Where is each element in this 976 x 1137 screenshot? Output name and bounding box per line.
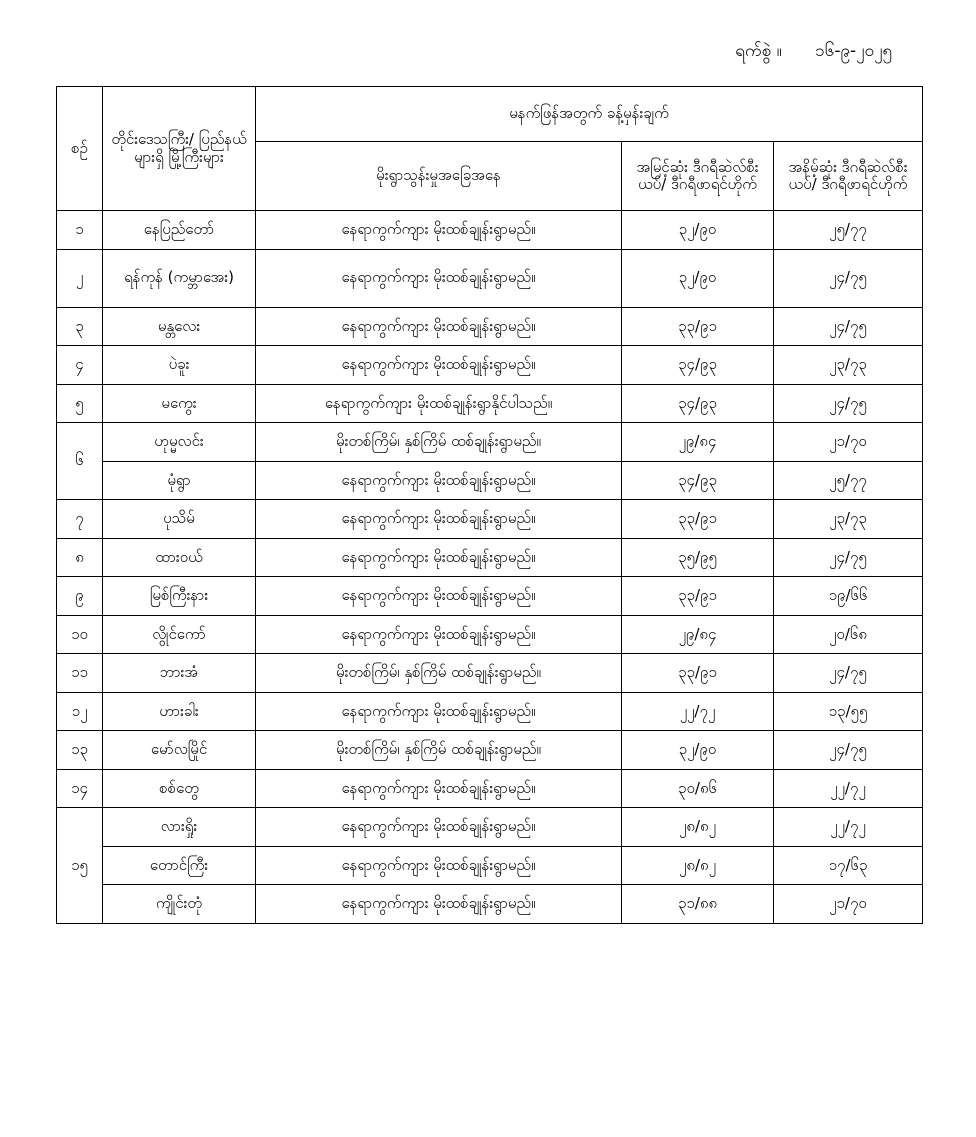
- serial-no-cell: ၇: [57, 500, 103, 539]
- min-temp-cell: ၂၅/၇၇: [774, 211, 923, 250]
- city-cell: နေပြည်တော်: [103, 211, 256, 250]
- rain-condition-cell: မိုးတစ်ကြိမ်၊ နှစ်ကြိမ် ထစ်ချုန်းရွာမည်။: [256, 731, 622, 770]
- min-temp-cell: ၁၇/၆၃: [774, 846, 923, 885]
- table-row: [57, 384, 923, 423]
- city-cell: တောင်ကြီး: [103, 846, 256, 885]
- serial-no-cell: ၁: [57, 211, 103, 250]
- min-temp-cell: ၂၂/၇၂: [774, 769, 923, 808]
- rain-condition-cell: နေရာကွက်ကျား မိုးထစ်ချုန်းရွာမည်။: [256, 808, 622, 847]
- table-row: [57, 769, 923, 808]
- city-cell: ဟားခါး: [103, 692, 256, 731]
- min-temp-cell: ၂၄/၇၅: [774, 731, 923, 770]
- max-temp-cell: ၂၉/၈၄: [622, 423, 774, 462]
- city-cell: မကွေး: [103, 384, 256, 423]
- max-temp-cell: ၃၄/၉၃: [622, 384, 774, 423]
- max-temp-cell: ၂၂/၇၂: [622, 692, 774, 731]
- city-cell: ရန်ကုန် (ကမ္ဘာအေး): [103, 249, 256, 307]
- date-value: ၁၆-၉-၂၀၂၅: [815, 41, 892, 61]
- table-row: [57, 731, 923, 770]
- max-temp-cell: ၃၃/၉၁: [622, 577, 774, 616]
- city-cell: လားရှိုး: [103, 808, 256, 847]
- max-temp-cell: ၃၂/၉၀: [622, 731, 774, 770]
- serial-no-cell: ၉: [57, 577, 103, 616]
- header-max-temp: အမြင့်ဆုံး ဒီဂရီဆဲလ်စီးယပ်/ ဒီဂရီဖာရင်ဟိုက်: [622, 142, 774, 211]
- min-temp-cell: ၂၄/၇၅: [774, 307, 923, 346]
- serial-no-cell: ၃: [57, 307, 103, 346]
- min-temp-cell: ၁၃/၅၅: [774, 692, 923, 731]
- header-rain-condition: မိုးရွာသွန်းမှုအခြေအနေ: [256, 142, 622, 211]
- min-temp-cell: ၂၄/၇၅: [774, 249, 923, 307]
- min-temp-cell: ၂၃/၇၃: [774, 500, 923, 539]
- city-cell: ထားဝယ်: [103, 538, 256, 577]
- rain-condition-cell: နေရာကွက်ကျား မိုးထစ်ချုန်းရွာနိုင်ပါသည်။: [256, 384, 622, 423]
- city-cell: ဘားအံ: [103, 654, 256, 693]
- date-label: ရက်စွဲ ။: [735, 41, 782, 61]
- city-cell: မြစ်ကြီးနား: [103, 577, 256, 616]
- min-temp-cell: ၂၁/၇၀: [774, 885, 923, 924]
- rain-condition-cell: နေရာကွက်ကျား မိုးထစ်ချုန်းရွာမည်။: [256, 211, 622, 250]
- rain-condition-cell: နေရာကွက်ကျား မိုးထစ်ချုန်းရွာမည်။: [256, 346, 622, 385]
- city-cell: ပဲခူး: [103, 346, 256, 385]
- city-cell: လွိုင်ကော်: [103, 615, 256, 654]
- serial-no-cell: ၂: [57, 249, 103, 307]
- max-temp-cell: ၂၈/၈၂: [622, 808, 774, 847]
- rain-condition-cell: နေရာကွက်ကျား မိုးထစ်ချုန်းရွာမည်။: [256, 538, 622, 577]
- table-row: [57, 423, 923, 462]
- city-cell: မုံရွာ: [103, 461, 256, 500]
- table-row: [57, 846, 923, 885]
- min-temp-cell: ၂၂/၇၂: [774, 808, 923, 847]
- table-row: [57, 346, 923, 385]
- serial-no-cell: ၁၀: [57, 615, 103, 654]
- rain-condition-cell: နေရာကွက်ကျား မိုးထစ်ချုန်းရွာမည်။: [256, 846, 622, 885]
- header-serial-no: စဉ်: [57, 87, 103, 211]
- serial-no-cell: ၆: [57, 423, 103, 500]
- max-temp-cell: ၃၃/၉၁: [622, 654, 774, 693]
- city-cell: မန္တလေး: [103, 307, 256, 346]
- min-temp-cell: ၁၉/၆၆: [774, 577, 923, 616]
- city-cell: စစ်တွေ: [103, 769, 256, 808]
- table-row: [57, 654, 923, 693]
- table-header: [57, 87, 923, 211]
- serial-no-cell: ၁၅: [57, 808, 103, 924]
- table-row: [57, 461, 923, 500]
- city-cell: ပုသိမ်: [103, 500, 256, 539]
- forecast-table: [56, 86, 923, 924]
- rain-condition-cell: နေရာကွက်ကျား မိုးထစ်ချုန်းရွာမည်။: [256, 461, 622, 500]
- city-cell: ကျိုင်းတုံ: [103, 885, 256, 924]
- table-row: [57, 500, 923, 539]
- table-body: [57, 211, 923, 924]
- header-min-temp: အနိမ့်ဆုံး ဒီဂရီဆဲလ်စီးယပ်/ ဒီဂရီဖာရင်ဟိုက်: [774, 142, 923, 211]
- max-temp-cell: ၃၄/၉၃: [622, 461, 774, 500]
- min-temp-cell: ၂၃/၇၃: [774, 346, 923, 385]
- max-temp-cell: ၃၂/၉၀: [622, 249, 774, 307]
- table-row: [57, 307, 923, 346]
- max-temp-cell: ၃၃/၉၁: [622, 500, 774, 539]
- city-cell: မော်လမြိုင်: [103, 731, 256, 770]
- max-temp-cell: ၂၉/၈၄: [622, 615, 774, 654]
- min-temp-cell: ၂၄/၇၅: [774, 654, 923, 693]
- serial-no-cell: ၁၄: [57, 769, 103, 808]
- header-city: တိုင်းဒေသကြီး/ ပြည်နယ်များရှိ မြို့ကြီးများ: [103, 87, 256, 211]
- serial-no-cell: ၁၁: [57, 654, 103, 693]
- rain-condition-cell: နေရာကွက်ကျား မိုးထစ်ချုန်းရွာမည်။: [256, 249, 622, 307]
- city-cell: ဟုမ္မလင်း: [103, 423, 256, 462]
- rain-condition-cell: မိုးတစ်ကြိမ်၊ နှစ်ကြိမ် ထစ်ချုန်းရွာမည်။: [256, 654, 622, 693]
- header-forecast-group: မနက်ဖြန်အတွက် ခန့်မှန်းချက်: [256, 87, 923, 142]
- table-row: [57, 692, 923, 731]
- min-temp-cell: ၂၅/၇၇: [774, 461, 923, 500]
- table-row: [57, 249, 923, 307]
- max-temp-cell: ၃၁/၈၈: [622, 885, 774, 924]
- serial-no-cell: ၁၃: [57, 731, 103, 770]
- table-row: [57, 538, 923, 577]
- rain-condition-cell: နေရာကွက်ကျား မိုးထစ်ချုန်းရွာမည်။: [256, 577, 622, 616]
- rain-condition-cell: နေရာကွက်ကျား မိုးထစ်ချုန်းရွာမည်။: [256, 885, 622, 924]
- min-temp-cell: ၂၁/၇၀: [774, 423, 923, 462]
- rain-condition-cell: နေရာကွက်ကျား မိုးထစ်ချုန်းရွာမည်။: [256, 500, 622, 539]
- max-temp-cell: ၃၄/၉၃: [622, 346, 774, 385]
- serial-no-cell: ၁၂: [57, 692, 103, 731]
- rain-condition-cell: မိုးတစ်ကြိမ်၊ နှစ်ကြိမ် ထစ်ချုန်းရွာမည်။: [256, 423, 622, 462]
- serial-no-cell: ၈: [57, 538, 103, 577]
- max-temp-cell: ၂၈/၈၂: [622, 846, 774, 885]
- date-line: [735, 40, 892, 65]
- max-temp-cell: ၃၃/၉၁: [622, 307, 774, 346]
- rain-condition-cell: နေရာကွက်ကျား မိုးထစ်ချုန်းရွာမည်။: [256, 769, 622, 808]
- max-temp-cell: ၃၂/၉၀: [622, 211, 774, 250]
- serial-no-cell: ၄: [57, 346, 103, 385]
- min-temp-cell: ၂၄/၇၅: [774, 538, 923, 577]
- table-row: [57, 808, 923, 847]
- min-temp-cell: ၂၀/၆၈: [774, 615, 923, 654]
- max-temp-cell: ၃၅/၉၅: [622, 538, 774, 577]
- rain-condition-cell: နေရာကွက်ကျား မိုးထစ်ချုန်းရွာမည်။: [256, 615, 622, 654]
- table-row: [57, 615, 923, 654]
- rain-condition-cell: နေရာကွက်ကျား မိုးထစ်ချုန်းရွာမည်။: [256, 307, 622, 346]
- table-row: [57, 577, 923, 616]
- table-row: [57, 211, 923, 250]
- table-row: [57, 885, 923, 924]
- serial-no-cell: ၅: [57, 384, 103, 423]
- min-temp-cell: ၂၄/၇၅: [774, 384, 923, 423]
- max-temp-cell: ၃၀/၈၆: [622, 769, 774, 808]
- rain-condition-cell: နေရာကွက်ကျား မိုးထစ်ချုန်းရွာမည်။: [256, 692, 622, 731]
